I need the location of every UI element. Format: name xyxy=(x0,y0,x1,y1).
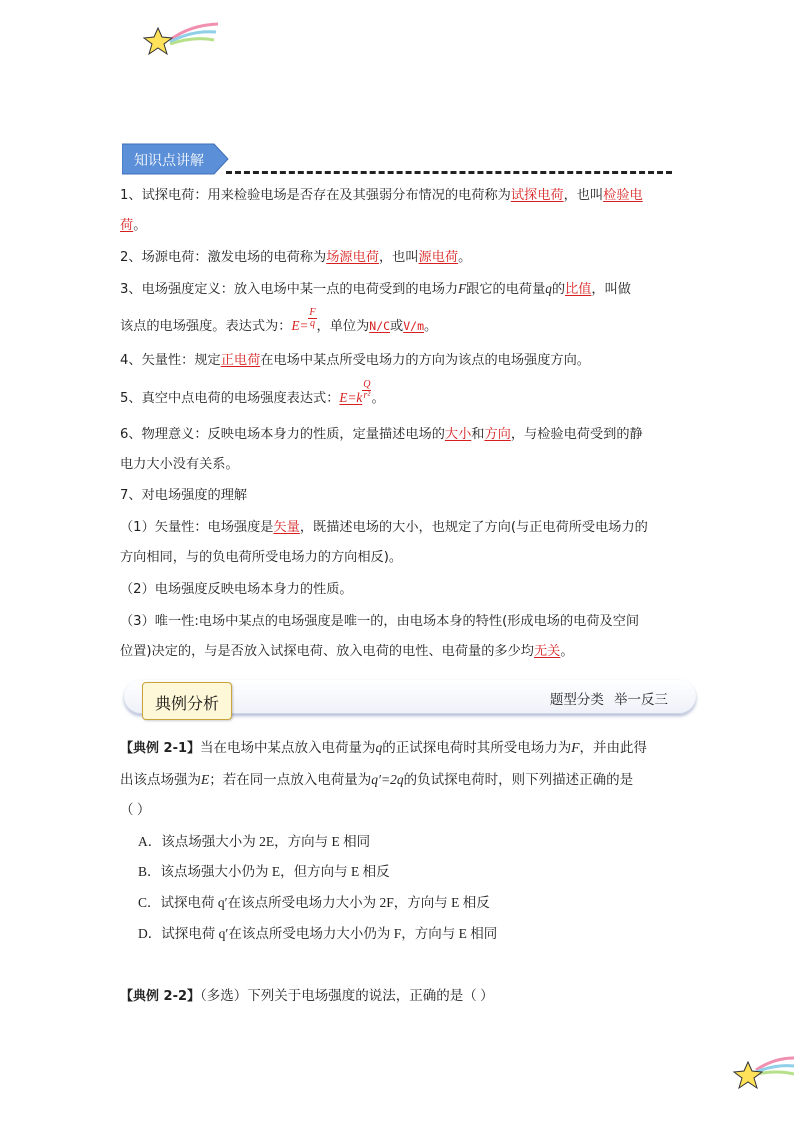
knowledge-item-2: 2、场源电荷：激发电场的电荷称为场源电荷，也叫源电荷。 xyxy=(120,250,472,265)
knowledge-item-7: 7、对电场强度的理解 xyxy=(120,488,248,503)
shooting-star-icon xyxy=(730,1052,794,1092)
example-2-1-line-2: 出该点场强为E；若在同一点放入电荷量为q′=2q的负试探电荷时，则下列描述正确的是 xyxy=(120,772,634,787)
section-label: 知识点讲解 xyxy=(134,154,204,169)
example-2-1-blank: （ ） xyxy=(120,802,151,817)
knowledge-item-7-3: （3）唯一性:电场中某点的电场强度是唯一的，由电场本身的特性(形成电场的电荷及空间 xyxy=(120,614,640,629)
knowledge-item-7-1: （1）矢量性：电场强度是矢量，既描述电场的大小，也规定了方向(与正电荷所受电场力的 xyxy=(120,520,648,535)
dashed-divider xyxy=(226,171,672,174)
example-title-box xyxy=(142,682,232,720)
example-2-1-line-1: 【典例 2-1】当在电场中某点放入电荷量为q的正试探电荷时其所受电场力为F，并由此得 xyxy=(120,740,648,756)
banner-subtitle: 题型分类 举一反三 xyxy=(549,692,668,707)
example-tag: 【典例 2-1】 xyxy=(120,741,201,756)
knowledge-item-3-cont: 该点的电场强度。表达式为：E= $\frac{F}{q}$ ，单位为N/C或V/m。 xyxy=(120,306,438,334)
example-tag: 【典例 2-2】 xyxy=(120,989,201,1004)
knowledge-item-7-1-cont: 方向相同，与的负电荷所受电场力的方向相反)。 xyxy=(120,550,403,565)
section-tab xyxy=(122,142,230,176)
field-fraction: $\frac{F}{q}$ xyxy=(309,306,316,329)
shooting-star-icon xyxy=(140,20,220,60)
knowledge-item-6-cont: 电力大小没有关系。 xyxy=(120,457,239,472)
knowledge-item-6: 6、物理意义：反映电场本身力的性质，定量描述电场的大小和方向，与检验电荷受到的静 xyxy=(120,427,643,442)
example-2-2-line: 【典例 2-2】（多选）下列关于电场强度的说法，正确的是（ ） xyxy=(120,988,494,1004)
knowledge-item-1: 1、试探电荷：用来检验电场是否存在及其强弱分布情况的电荷称为试探电荷，也叫检验电 xyxy=(120,188,643,203)
knowledge-item-7-3-cont: 位置)决定的，与是否放入试探电荷、放入电荷的电性、电荷量的多少均无关。 xyxy=(120,644,574,659)
knowledge-item-1-cont: 荷。 xyxy=(120,218,147,233)
knowledge-item-7-2: （2）电场强度反映电场本身力的性质。 xyxy=(120,582,353,597)
option-d: D．试探电荷 q′在该点所受电场力大小仍为 F，方向与 E 相同 xyxy=(138,926,498,941)
knowledge-item-3: 3、电场强度定义：放入电场中某一点的电荷受到的电场力F跟它的电荷量q的比值，叫做 xyxy=(120,281,631,297)
example-title: 典例分析 xyxy=(155,696,220,713)
knowledge-item-4: 4、矢量性：规定正电荷在电场中某点所受电场力的方向为该点的电场强度方向。 xyxy=(120,353,590,368)
option-a: A．该点场强大小为 2E，方向与 E 相同 xyxy=(138,834,371,849)
point-charge-fraction: $\frac{Q}{\text{r²}}$ xyxy=(363,378,371,401)
option-c: C．试探电荷 q′在该点所受电场力大小为 2F，方向与 E 相反 xyxy=(138,895,490,910)
knowledge-item-5: 5、真空中点电荷的电场强度表达式：E=k $\frac{Q}{\text{r²}}$ 。 xyxy=(120,378,385,406)
option-b: B．该点场强大小仍为 E，但方向与 E 相反 xyxy=(138,864,390,879)
